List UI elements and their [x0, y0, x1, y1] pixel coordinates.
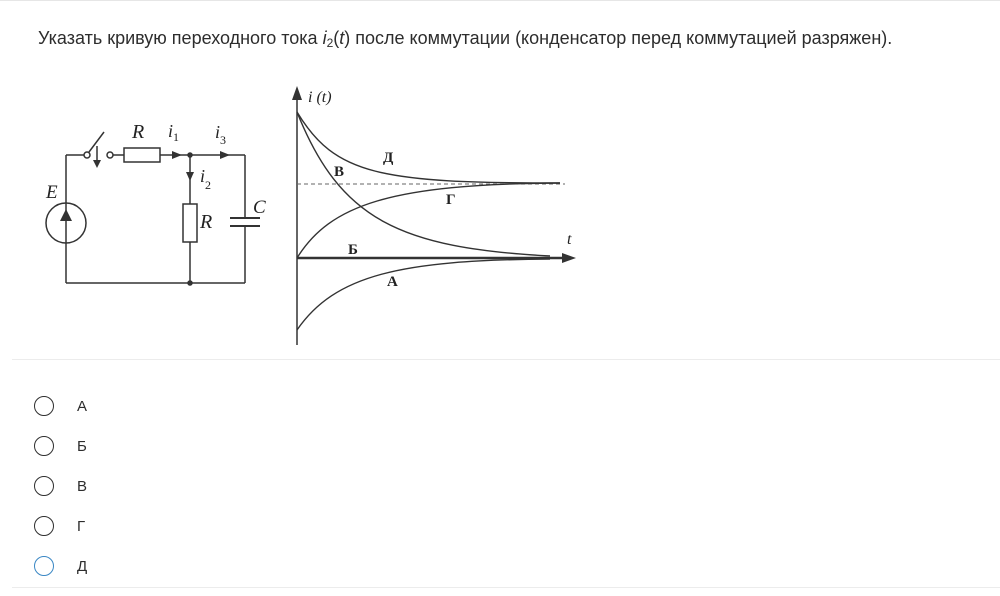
- option-label: В: [77, 477, 88, 495]
- answer-options: [34, 386, 87, 586]
- option-b[interactable]: [34, 426, 87, 466]
- option-label: Г: [77, 517, 86, 535]
- switch-contact-left: [84, 152, 90, 158]
- option-label: Д: [77, 557, 88, 575]
- question-arg-close: ): [344, 28, 351, 48]
- option-a[interactable]: [34, 386, 87, 426]
- separator-top: [12, 359, 1000, 360]
- resistor-middle: [183, 204, 197, 242]
- option-label: Б: [77, 437, 87, 455]
- graph-curves: [297, 112, 560, 330]
- separator-bottom: [12, 587, 1000, 588]
- resistor-top: [124, 148, 160, 162]
- radio-button[interactable]: [34, 396, 54, 416]
- i3-arrow: [220, 151, 230, 159]
- question-text: [38, 27, 988, 49]
- label-E: E: [46, 182, 58, 203]
- label-i2: $i_2$: [200, 166, 212, 192]
- question-figure: [40, 80, 580, 355]
- label-i1: $i_1$: [168, 121, 180, 144]
- question-suffix: после коммутации (конденсатор перед коммутацией разряжен).: [350, 28, 893, 48]
- option-v[interactable]: [34, 466, 87, 506]
- question-arg: t: [339, 28, 345, 48]
- i1-arrow: [172, 151, 182, 159]
- x-axis-label: t: [567, 231, 572, 248]
- question-sub: 2: [326, 36, 334, 50]
- switch-contact-right: [107, 152, 113, 158]
- x-axis-arrow: [562, 253, 576, 263]
- question-var: i: [322, 28, 327, 48]
- curve-G: [297, 183, 560, 258]
- node-bottom: [188, 281, 192, 285]
- curve-label-D: Д: [383, 150, 394, 166]
- option-d[interactable]: [34, 546, 87, 586]
- y-axis-arrow: [292, 86, 302, 100]
- circuit-and-graph-figure: [40, 80, 580, 350]
- circuit-diagram: [46, 132, 260, 285]
- graph-axes: [292, 86, 576, 345]
- y-axis-label: i (t): [308, 89, 332, 106]
- option-g[interactable]: [34, 506, 87, 546]
- top-divider: [0, 0, 1000, 1]
- radio-button[interactable]: [34, 516, 54, 536]
- radio-button[interactable]: [34, 476, 54, 496]
- label-i3: $i_3$: [215, 122, 227, 147]
- radio-button[interactable]: [34, 556, 54, 576]
- option-label: А: [77, 397, 88, 415]
- curve-label-A: А: [387, 274, 398, 290]
- node-top: [188, 153, 192, 157]
- curve-label-V: В: [334, 164, 345, 180]
- label-C: C: [253, 197, 266, 218]
- switch-arrow-head: [93, 160, 101, 168]
- question-prefix: Указать кривую переходного тока: [38, 28, 323, 48]
- curve-label-B: Б: [348, 242, 358, 258]
- radio-button[interactable]: [34, 436, 54, 456]
- i2-arrow: [186, 172, 194, 181]
- curve-label-G: Г: [446, 192, 456, 208]
- label-R-top: R: [132, 121, 145, 143]
- curve-A: [297, 259, 550, 330]
- label-R-middle: R: [200, 211, 213, 233]
- question-arg-open: (: [333, 28, 340, 48]
